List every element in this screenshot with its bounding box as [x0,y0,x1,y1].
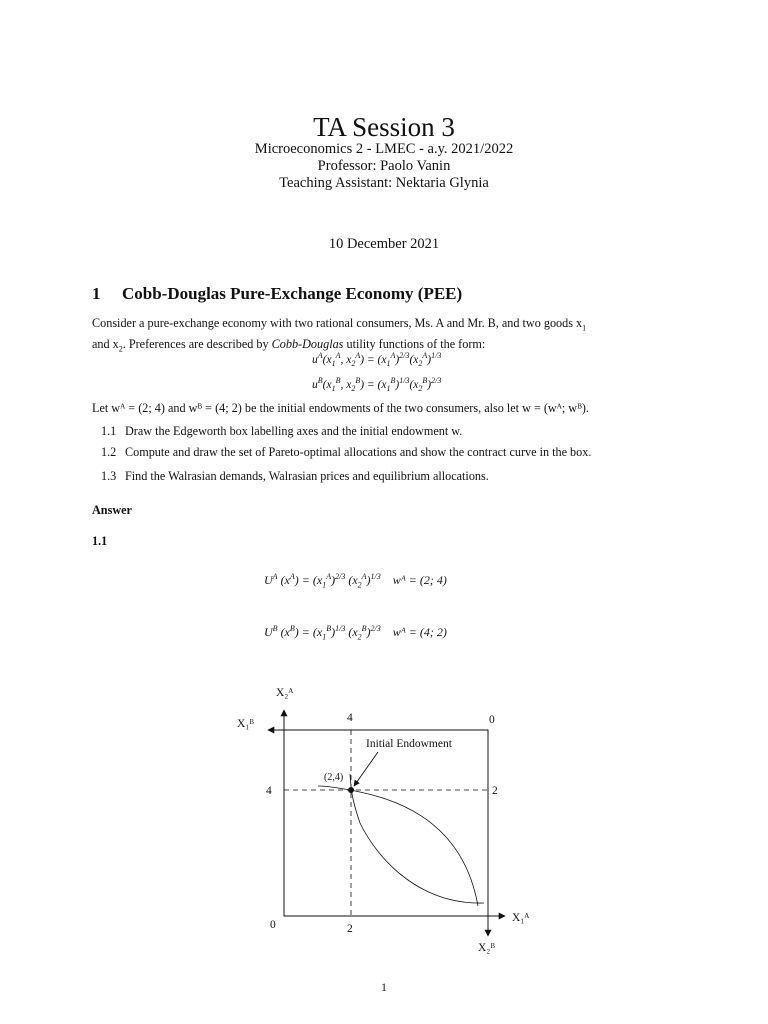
intro-line-2: and $x_2$. Preferences are described by Cobb-Douglas utility functions of the form: [92,337,486,354]
question-1-3: 1.3 Find the Walrasian demands, Walrasian prices and equilibrium allocations. [101,469,489,483]
display-eq-b: $U^B$ $(x^B) = (x_1^B)^{1/3}$ $(x_2^B)^{2/3}$ wᴬ = (4; 2) [264,624,447,642]
endowment-point [348,787,354,793]
page-number: 1 [381,982,387,994]
tick-right: 2 [492,785,498,797]
utility-eq-a: $u^A(x_1^A$, $x_2^A) = (x_1^A)^{2/3}(x_2^A)^{1/3}$ [312,351,442,369]
tick-top-right: 0 [489,714,495,726]
box-outline [284,730,488,916]
indifference-curve-b [350,774,484,903]
subsection-heading: 1.1 [92,534,108,548]
question-1-2: 1.2 Compute and draw the set of Pareto-optimal allocations and show the contract curve in the box. [101,445,592,459]
label-x1A: X₁ᴬ [512,912,530,924]
tick-bottom-left: 0 [270,919,276,931]
display-eq-a-endowment: wᴬ = (2; 4) [392,573,447,587]
course-line: Microeconomics 2 - LMEC - a.y. 2021/2022 [254,141,514,157]
label-x2A: X₂ᴬ [276,687,294,699]
annotation-label: Initial Endowment [366,738,452,750]
ta-line: Teaching Assistant: Nektaria Glynia [279,175,489,191]
intro-line-1: Consider a pure-exchange economy with two rational consumers, Ms. A and Mr. B, and two goods $x_1$ [92,316,587,333]
endowment-line: Let wᴬ = (2; 4) and wᴮ = (4; 2) be the initial endowments of the two consumers, also let w = (wᴬ; wᴮ). [92,401,589,415]
utility-eq-b: $u^B(x_1^B$, $x_2^B) = (x_1^B)^{1/3}(x_2^B)^{2/3}$ [312,376,442,394]
display-eq-a: $U^A$ $(x^A) = (x_1^A)^{2/3}$ $(x_2^A)^{1/3}$ wᴬ = (2; 4) [264,572,447,590]
section-title: Cobb-Douglas Pure-Exchange Economy (PEE) [122,284,463,303]
question-1-1: 1.1 Draw the Edgeworth box labelling axes and the initial endowment w. [101,424,463,438]
professor-line: Professor: Paolo Vanin [317,158,451,174]
section-number: 1 [92,284,101,303]
display-eq-b-endowment: wᴬ = (4; 2) [392,625,447,639]
label-x1B: X₁ᴮ [237,718,254,730]
annotation-arrow [354,752,378,786]
point-label: (2,4) [324,772,344,783]
page-title: TA Session 3 [313,112,455,142]
label-x2B: X₂ᴮ [478,942,495,954]
answer-heading: Answer [92,503,132,517]
tick-top: 4 [347,712,353,724]
tick-bottom: 2 [347,923,353,935]
indifference-curve-a [318,786,478,906]
tick-left: 4 [266,785,272,797]
date-line: 10 December 2021 [328,236,440,252]
